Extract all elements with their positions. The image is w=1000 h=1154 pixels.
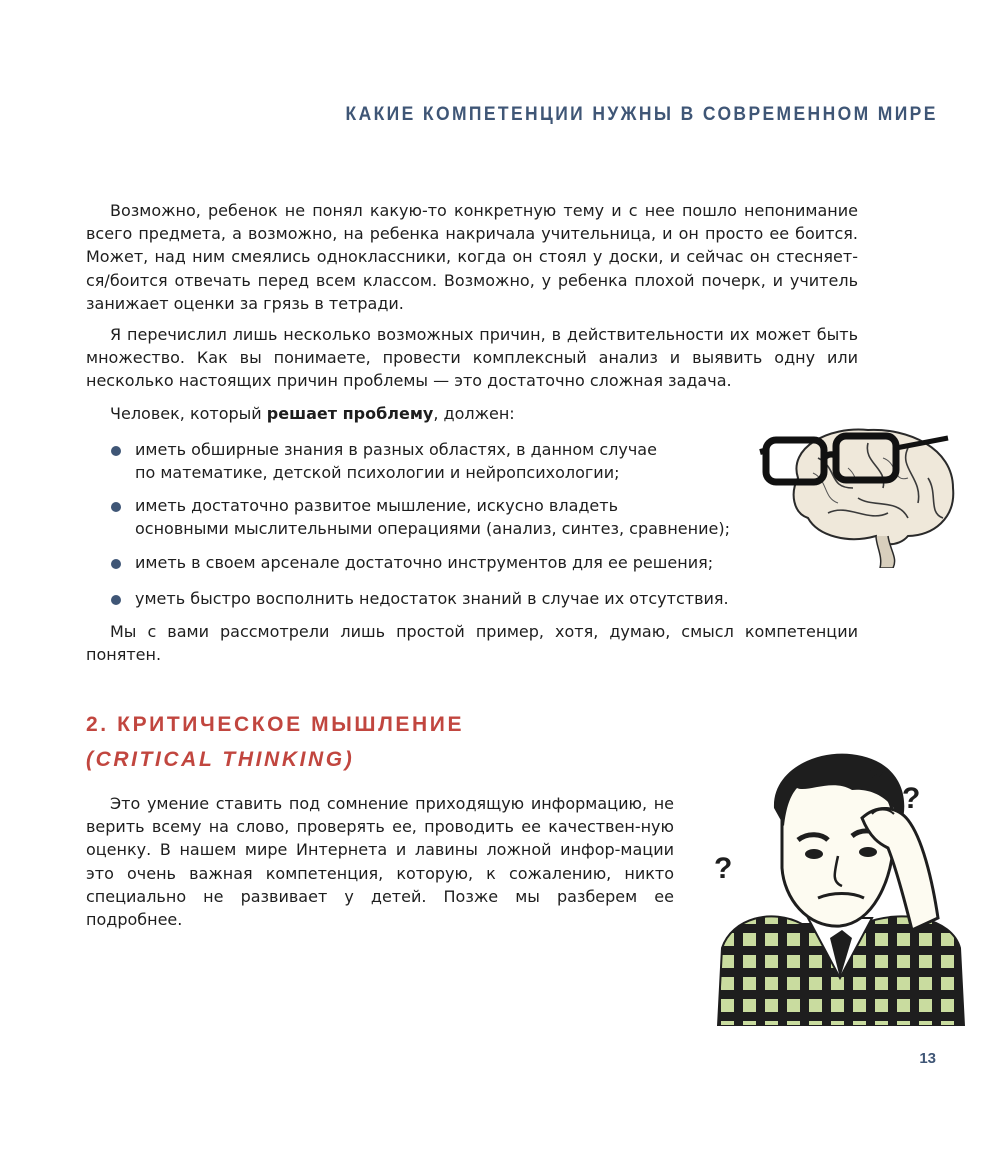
requirements-list-item-4 [86, 587, 766, 610]
bullet-icon [111, 559, 121, 569]
paragraph-person-must [86, 402, 858, 425]
paragraph-listed-causes: Я перечислил лишь несколько возможных причин, в действительности их может быть множество. Как вы понимаете, провести комплексный анализ и выявить одну или несколько настоящих причин проблемы — это достаточно сложная задача. [86, 325, 858, 391]
list-item-line: основными мыслительными операциями (анализ, синтез, сравнение); [135, 519, 730, 539]
bullet-icon [111, 595, 121, 605]
section-title-critical-thinking: 2. КРИТИЧЕСКОЕ МЫШЛЕНИЕ [86, 713, 465, 736]
brain-with-glasses-illustration [758, 418, 958, 568]
question-mark-icon: ? [864, 758, 885, 796]
requirements-list-item-2 [86, 494, 766, 540]
page-number: 13 [919, 1050, 936, 1067]
requirements-list-item-3 [86, 551, 766, 574]
section-subtitle-english: (CRITICAL THINKING) [86, 748, 355, 771]
paragraph-person-must-start: Человек, который [110, 404, 267, 423]
list-item-line: иметь достаточно развитое мышление, искусно владеть [135, 496, 619, 515]
paragraph-person-must-bold: решает проблему [266, 404, 434, 423]
list-item-line: иметь обширные знания в разных областях, в данном случае [135, 440, 657, 459]
paragraph-person-must-end: , должен: [433, 404, 515, 423]
confused-man-illustration [712, 748, 968, 1026]
bullet-icon [111, 446, 121, 456]
bullet-icon [111, 502, 121, 512]
list-item-line: иметь в своем арсенале достаточно инструментов для ее решения; [135, 553, 714, 572]
paragraph-possible-causes: Возможно, ребенок не понял какую-то конкретную тему и с нее пошло непонимание всего предмета, а возможно, на ребенка накричала учительница, и он просто ее боится. Может, над ним смеялись одноклассники, когда он стоял у доски, и сейчас он стесняет-ся/боится отвечать перед всем классом. Возможно, у ребенка плохой почерк, и учитель занижает оценки за грязь в тетради. [86, 201, 858, 313]
list-item-line: уметь быстро восполнить недостаток знаний в случае их отсутствия. [135, 589, 729, 608]
question-mark-icon: ? [714, 852, 733, 885]
paragraph-critical-thinking: Это умение ставить под сомнение приходящую информацию, не верить всему на слово, проверять ее, проводить ее качествен-ную оценку. В нашем мире Интернета и лавины ложной инфор-мации это очень важная компетенция, которую, к сожалению, никто специально не развивает у детей. Позже мы разберем ее подробнее. [86, 794, 674, 930]
question-mark-icon: ? [902, 782, 921, 815]
paragraph-simple-example: Мы с вами рассмотрели лишь простой пример, хотя, думаю, смысл компетенции понятен. [86, 622, 858, 665]
requirements-list-item-1 [86, 438, 766, 484]
running-title: КАКИЕ КОМПЕТЕНЦИИ НУЖНЫ В СОВРЕМЕННОМ МИРЕ [345, 104, 938, 125]
list-item-line: по математике, детской психологии и нейропсихологии; [135, 463, 620, 483]
